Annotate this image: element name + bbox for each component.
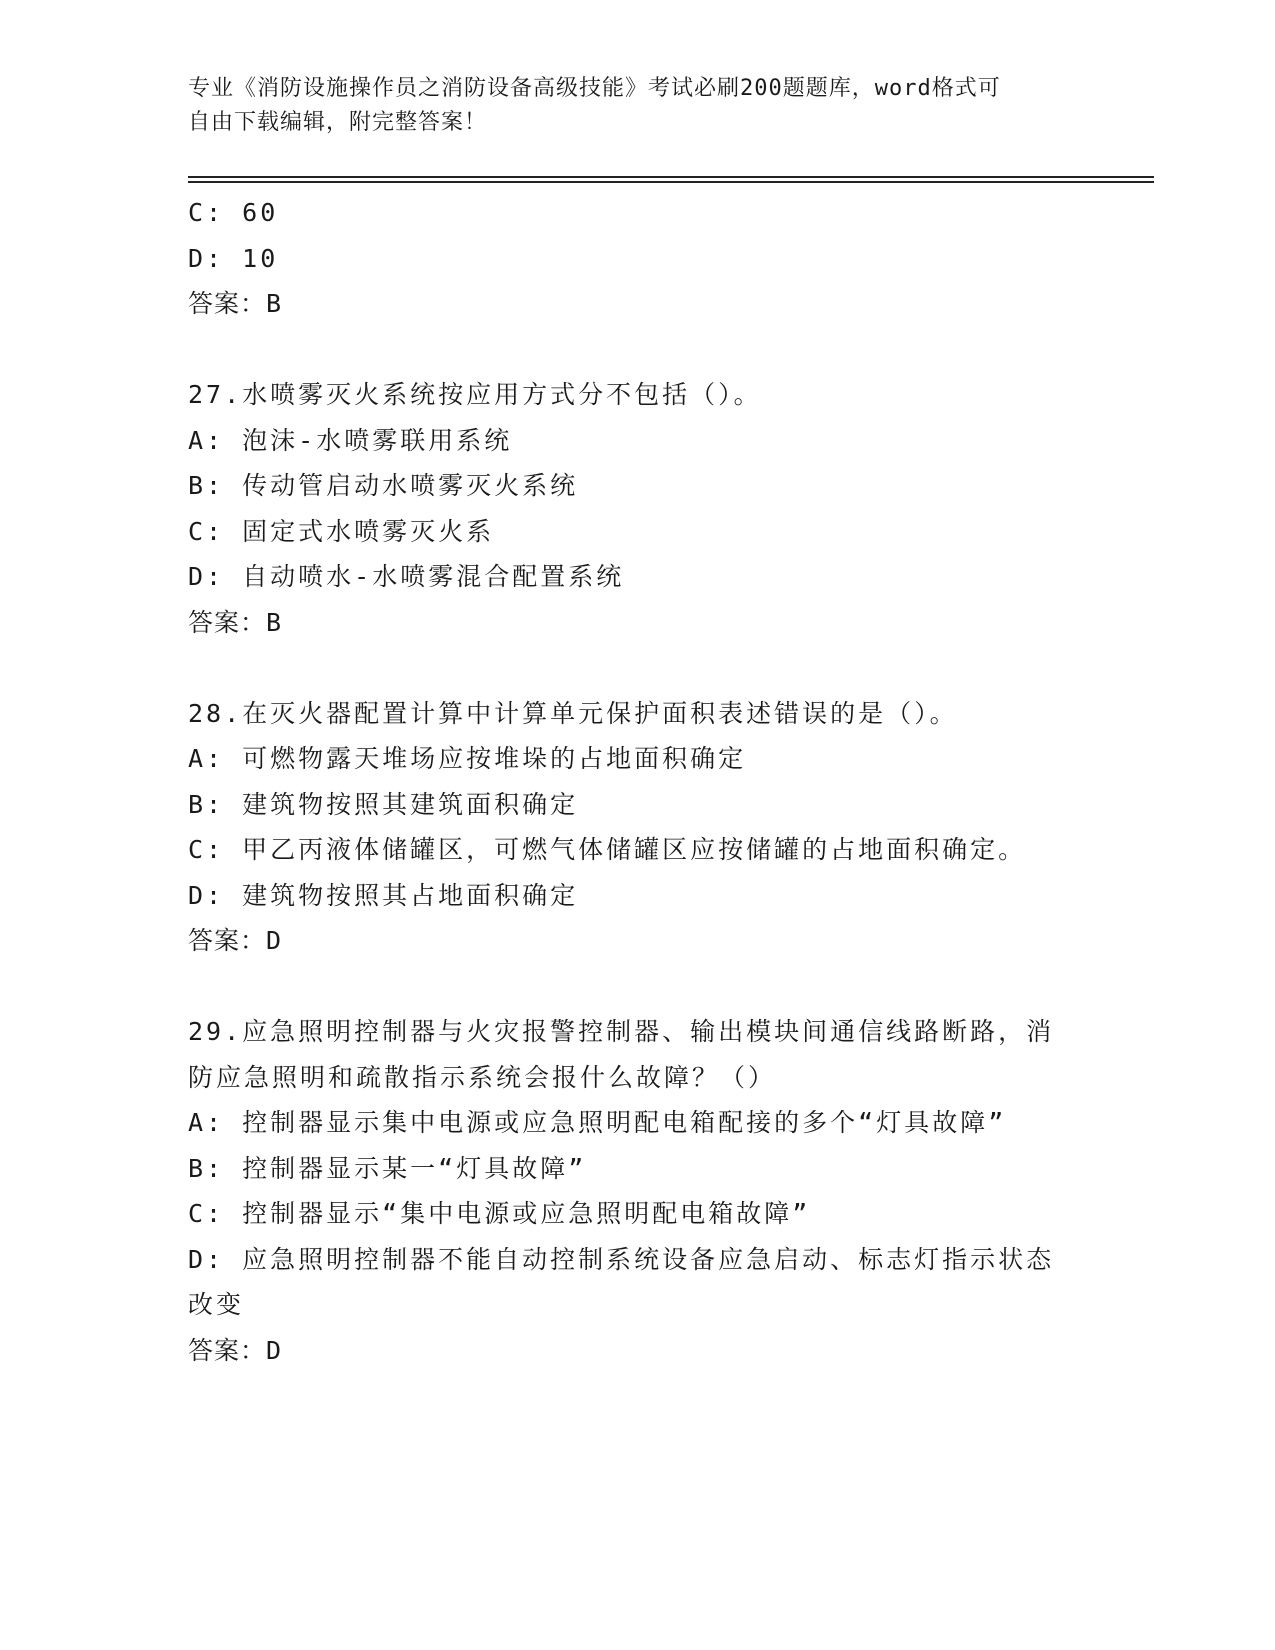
header-line-1: 专业《消防设施操作员之消防设备高级技能》考试必刷200题题库，word格式可 <box>188 76 1001 101</box>
question-list <box>188 190 1088 1373</box>
question-29-stem-line-1: 29.应急照明控制器与火灾报警控制器、输出模块间通信线路断路，消 <box>188 1017 1055 1046</box>
question-28-option-b: B: 建筑物按照其建筑面积确定 <box>188 789 579 819</box>
question-29-option-c: C: 控制器显示“集中电源或应急照明配电箱故障” <box>188 1199 811 1228</box>
question-27-option-a: A: 泡沫-水喷雾联用系统 <box>188 425 513 455</box>
question-29-option-d-line-2: 改变 <box>188 1290 245 1319</box>
header-divider-top <box>188 176 1154 178</box>
document-header <box>188 72 1088 140</box>
question-27-answer: 答案：B <box>188 607 283 637</box>
question-29-answer: 答案：D <box>188 1335 283 1365</box>
option-c: C: 60 <box>188 198 279 227</box>
header-line-2: 自由下载编辑，附完整答案！ <box>188 110 488 135</box>
question-28-stem: 28.在灭火器配置计算中计算单元保护面积表述错误的是（）。 <box>188 698 958 728</box>
question-28-answer: 答案：D <box>188 926 283 955</box>
question-27-option-b: B: 传动管启动水喷雾灭火系统 <box>188 471 579 500</box>
question-28-option-a: A: 可燃物露天堆场应按堆垛的占地面积确定 <box>188 744 747 773</box>
option-d: D: 10 <box>188 243 279 273</box>
answer: 答案：B <box>188 289 283 318</box>
spacer <box>188 645 1088 691</box>
question-29-option-d-line-1: D: 应急照明控制器不能自动控制系统设备应急启动、标志灯指示状态 <box>188 1244 1055 1274</box>
spacer <box>188 327 1088 373</box>
question-29-stem-line-2: 防应急照明和疏散指示系统会报什么故障？（） <box>188 1062 777 1092</box>
question-29-option-a: A: 控制器显示集中电源或应急照明配电箱配接的多个“灯具故障” <box>188 1108 1007 1137</box>
question-29-option-b: B: 控制器显示某一“灯具故障” <box>188 1153 587 1183</box>
question-28-option-d: D: 建筑物按照其占地面积确定 <box>188 880 579 910</box>
question-27-option-d: D: 自动喷水-水喷雾混合配置系统 <box>188 562 625 591</box>
question-27-option-c: C: 固定式水喷雾灭火系 <box>188 516 495 546</box>
header-divider-bottom <box>188 181 1154 183</box>
spacer <box>188 964 1088 1010</box>
question-27-stem: 27.水喷雾灭火系统按应用方式分不包括（）。 <box>188 380 762 409</box>
question-28-option-c: C: 甲乙丙液体储罐区，可燃气体储罐区应按储罐的占地面积确定。 <box>188 835 1027 864</box>
